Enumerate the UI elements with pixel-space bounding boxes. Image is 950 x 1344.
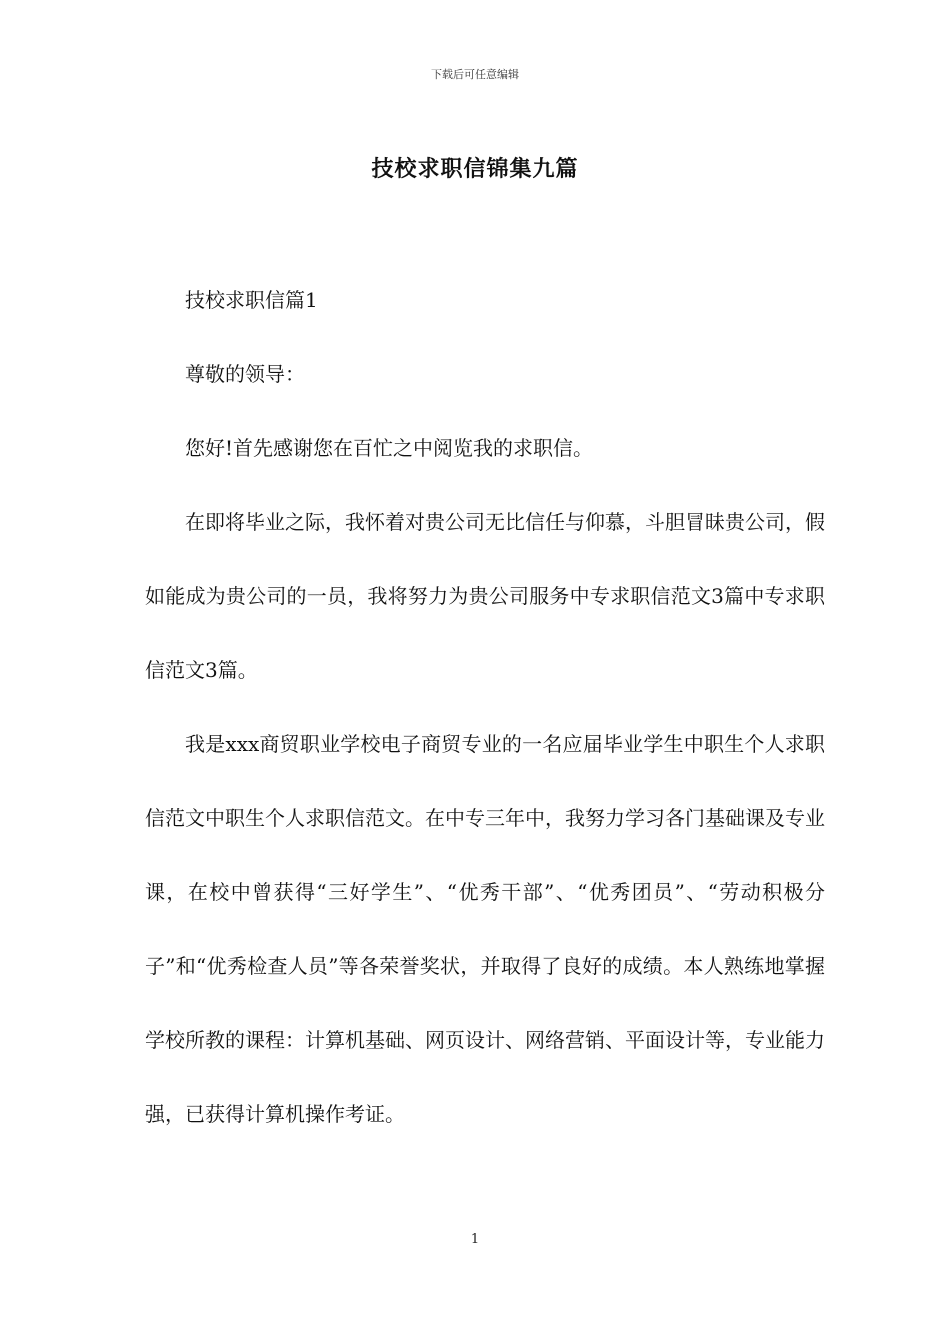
- intro-paragraph: 在即将毕业之际，我怀着对贵公司无比信任与仰慕，斗胆冒昧贵公司，假如能成为贵公司的一员，我将努力为贵公司服务中专求职信范文3篇中专求职信范文3篇。: [145, 510, 825, 682]
- document-body: [145, 263, 825, 1151]
- background-paragraph: 我是xxx商贸职业学校电子商贸专业的一名应届毕业学生中职生个人求职信范文中职生个人求职信范文。在中专三年中，我努力学习各门基础课及专业课，在校中曾获得“三好学生”、“优秀干部”、“优秀团员”、“劳动积极分子”和“优秀检查人员”等各荣誉奖状，并取得了良好的成绩。本人熟练地掌握学校所教的课程：计算机基础、网页设计、网络营销、平面设计等，专业能力强，已获得计算机操作考证。: [145, 732, 825, 1126]
- page-number: 1: [470, 1232, 480, 1247]
- salutation: 尊敬的领导：: [185, 362, 305, 386]
- section-heading: 技校求职信篇1: [185, 288, 318, 312]
- greeting-paragraph: 您好!首先感谢您在百忙之中阅览我的求职信。: [185, 436, 594, 460]
- document-title: 技校求职信锦集九篇: [371, 156, 579, 182]
- page-header-note: 下载后可任意编辑: [431, 68, 519, 81]
